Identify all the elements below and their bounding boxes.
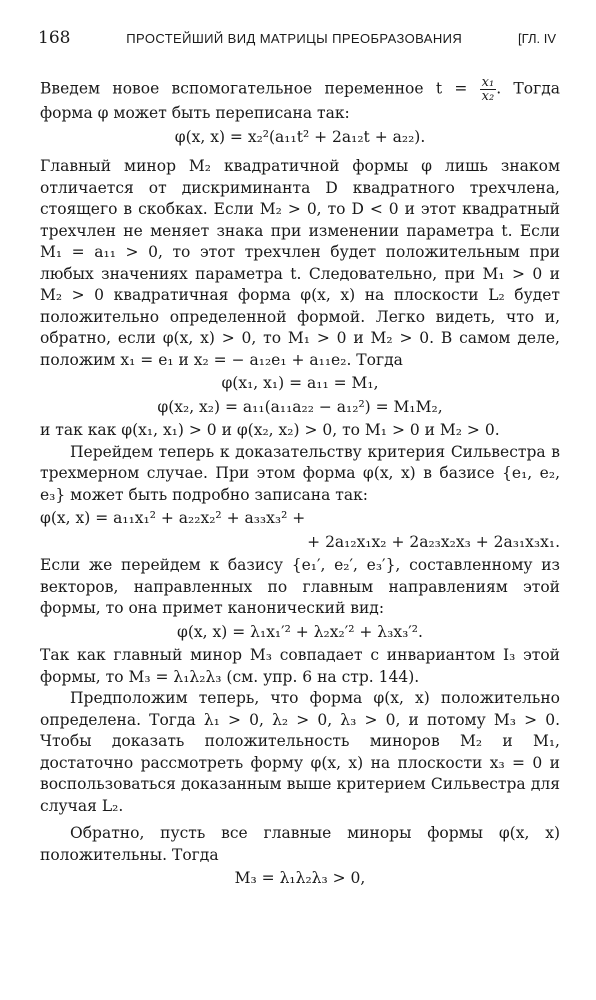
page-body	[40, 76, 560, 892]
equation-6: M₃ = λ₁λ₂λ₃ > 0,	[234, 869, 366, 887]
equation-4-line-1: φ(x, x) = a₁₁x₁² + a₂₂x₂² + a₃₃x₃² +	[40, 509, 306, 527]
paragraph-3: и так как φ(x₁, x₁) > 0 и φ(x₂, x₂) > 0, то M₁ > 0 и M₂ > 0.	[40, 421, 500, 439]
equation-1: φ(x, x) = x₂²(a₁₁t² + 2a₁₂t + a₂₂).	[174, 127, 426, 146]
paragraph-6: Так как главный минор M₃ совпадает с инвариантом I₃ этой формы, то M₃ = λ₁λ₂λ₃ (см. упр. 6 на стр. 144).	[40, 646, 560, 686]
equation-3: φ(x₂, x₂) = a₁₁(a₁₁a₂₂ − a₁₂²) = M₁M₂,	[157, 397, 443, 416]
page-number: 168	[38, 28, 71, 48]
chapter-label: [ГЛ. IV	[518, 31, 556, 46]
paragraph-1-text-b: . Тогда форма φ может быть переписана так:	[40, 79, 560, 122]
equation-4-line-2: + 2a₁₂x₁x₂ + 2a₂₃x₂x₃ + 2a₃₁x₃x₁.	[307, 532, 560, 551]
paragraph-1-text-a: Введем новое вспомогательное переменное t =	[40, 79, 468, 98]
fraction-numerator: x₁	[481, 75, 495, 90]
fraction-x1-over-x2	[480, 76, 497, 103]
paragraph-7: Предположим теперь, что форма φ(x, x) положительно определена. Тогда λ₁ > 0, λ₂ > 0, λ₃ > 0, и потому M₃ > 0. Чтобы доказать положительность миноров M₂ и M₁, достаточно рассмотреть форму φ(x, x) на плоскости x₃ = 0 и воспользоваться доказанным выше критерием Сильвестра для случая L₂.	[40, 689, 560, 815]
paragraph-2: Главный минор M₂ квадратичной формы φ лишь знаком отличается от дискриминанта D квадратного трехчлена, стоящего в скобках. Если M₂ > 0, то D < 0 и этот квадратный трехчлен не меняет знака при изменении параметра t. Если M₁ = a₁₁ > 0, то этот трехчлен будет положительным при любых значениях параметра t. Следовательно, при M₁ > 0 и M₂ > 0 квадратичная форма φ(x, x) на плоскости L₂ будет положительно определенной формой. Легко видеть, что и, обратно, если φ(x, x) > 0, то M₁ > 0 и M₂ > 0. В самом деле, положим x₁ = e₁ и x₂ = − a₁₂e₁ + a₁₁e₂. Тогда	[40, 157, 560, 369]
fraction-denominator: x₂	[481, 89, 495, 104]
paragraph-5: Если же перейдем к базису {e₁′, e₂′, e₃′}, составленному из векторов, направленных по главным направлениям этой формы, то она примет канонический вид:	[40, 556, 560, 617]
equation-5: φ(x, x) = λ₁x₁′² + λ₂x₂′² + λ₃x₃′².	[177, 622, 423, 641]
paragraph-4: Перейдем теперь к доказательству критерия Сильвестра в трехмерном случае. При этом форма φ(x, x) в базисе {e₁, e₂, e₃} может быть подробно записана так:	[40, 442, 560, 504]
equation-2: φ(x₁, x₁) = a₁₁ = M₁,	[221, 374, 379, 392]
running-title: ПРОСТЕЙШИЙ ВИД МАТРИЦЫ ПРЕОБРАЗОВАНИЯ	[126, 31, 463, 46]
running-header	[38, 28, 556, 48]
paragraph-1	[40, 76, 560, 125]
paragraph-8: Обратно, пусть все главные миноры формы φ(x, x) положительны. Тогда	[40, 824, 560, 864]
